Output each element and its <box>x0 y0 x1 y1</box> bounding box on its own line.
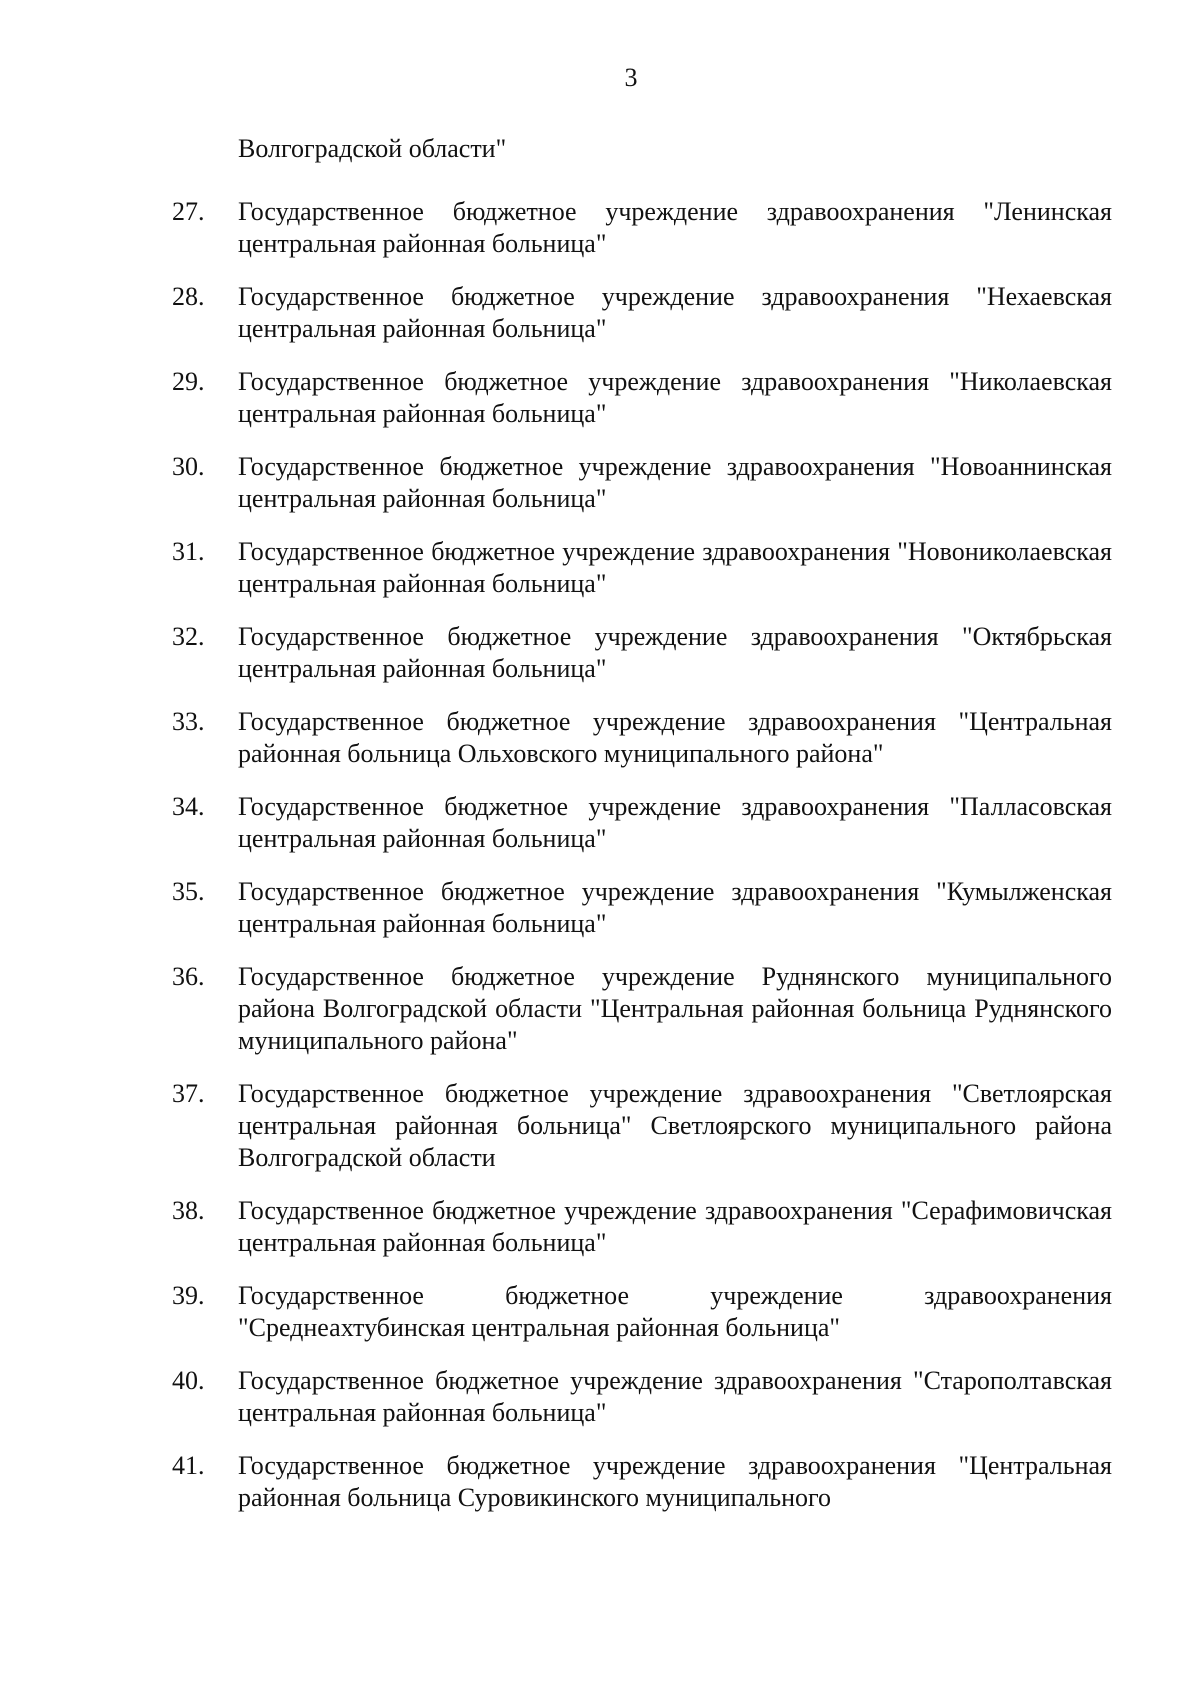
item-number: 38. <box>172 1196 205 1225</box>
item-number: 37. <box>172 1079 205 1108</box>
list-item <box>0 791 1200 855</box>
item-number: 36. <box>172 962 205 991</box>
item-text: Государственное бюджетное учреждение здравоохранения "Ленинская центральная районная больница" <box>238 197 1112 258</box>
item-text: Государственное бюджетное учреждение здравоохранения "Николаевская центральная районная больница" <box>238 367 1112 428</box>
list-item <box>0 281 1200 345</box>
item-text: Государственное бюджетное учреждение здравоохранения "Палласовская центральная районная больница" <box>238 792 1112 853</box>
list-item <box>0 1078 1200 1174</box>
item-text: Государственное бюджетное учреждение здравоохранения "Октябрьская центральная районная больница" <box>238 622 1112 683</box>
list-item <box>0 1280 1200 1344</box>
continuation-text: Волгоградской области" <box>238 134 507 163</box>
list-item <box>0 1195 1200 1259</box>
list-item <box>0 1365 1200 1429</box>
list-item <box>0 961 1200 1057</box>
item-number: 34. <box>172 792 205 821</box>
list-item <box>0 706 1200 770</box>
item-number: 39. <box>172 1281 205 1310</box>
item-number: 29. <box>172 367 205 396</box>
item-text: Государственное бюджетное учреждение здравоохранения "Светлоярская центральная районная больница" Светлоярского муниципального района Волгоградской области <box>238 1079 1112 1172</box>
item-text: Государственное бюджетное учреждение здравоохранения "Новоаннинская центральная районная больница" <box>238 452 1112 513</box>
item-text: Государственное бюджетное учреждение здравоохранения "Старополтавская центральная районная больница" <box>238 1366 1112 1427</box>
list-item <box>0 876 1200 940</box>
list-item <box>0 196 1200 260</box>
list-item <box>0 621 1200 685</box>
item-number: 40. <box>172 1366 205 1395</box>
item-number: 31. <box>172 537 205 566</box>
item-text: Государственное бюджетное учреждение здравоохранения "Кумылженская центральная районная больница" <box>238 877 1112 938</box>
page-number: 3 <box>624 63 638 92</box>
item-text: Государственное бюджетное учреждение здравоохранения "Центральная районная больница Суровикинского муниципального <box>238 1451 1112 1512</box>
item-number: 27. <box>172 197 205 226</box>
item-text: Государственное бюджетное учреждение здравоохранения "Среднеахтубинская центральная районная больница" <box>238 1281 1112 1342</box>
institution-list <box>0 196 1200 1535</box>
item-number: 33. <box>172 707 205 736</box>
list-item <box>0 536 1200 600</box>
item-text: Государственное бюджетное учреждение здравоохранения "Новониколаевская центральная районная больница" <box>238 537 1112 598</box>
item-text: Государственное бюджетное учреждение Руднянского муниципального района Волгоградской области "Центральная районная больница Руднянского муниципального района" <box>238 962 1112 1055</box>
item-number: 32. <box>172 622 205 651</box>
item-text: Государственное бюджетное учреждение здравоохранения "Серафимовичская центральная районная больница" <box>238 1196 1112 1257</box>
item-text: Государственное бюджетное учреждение здравоохранения "Центральная районная больница Ольховского муниципального района" <box>238 707 1112 768</box>
list-item <box>0 1450 1200 1514</box>
item-text: Государственное бюджетное учреждение здравоохранения "Нехаевская центральная районная больница" <box>238 282 1112 343</box>
list-item <box>0 451 1200 515</box>
item-number: 41. <box>172 1451 205 1480</box>
item-number: 30. <box>172 452 205 481</box>
item-number: 35. <box>172 877 205 906</box>
list-item <box>0 366 1200 430</box>
item-number: 28. <box>172 282 205 311</box>
